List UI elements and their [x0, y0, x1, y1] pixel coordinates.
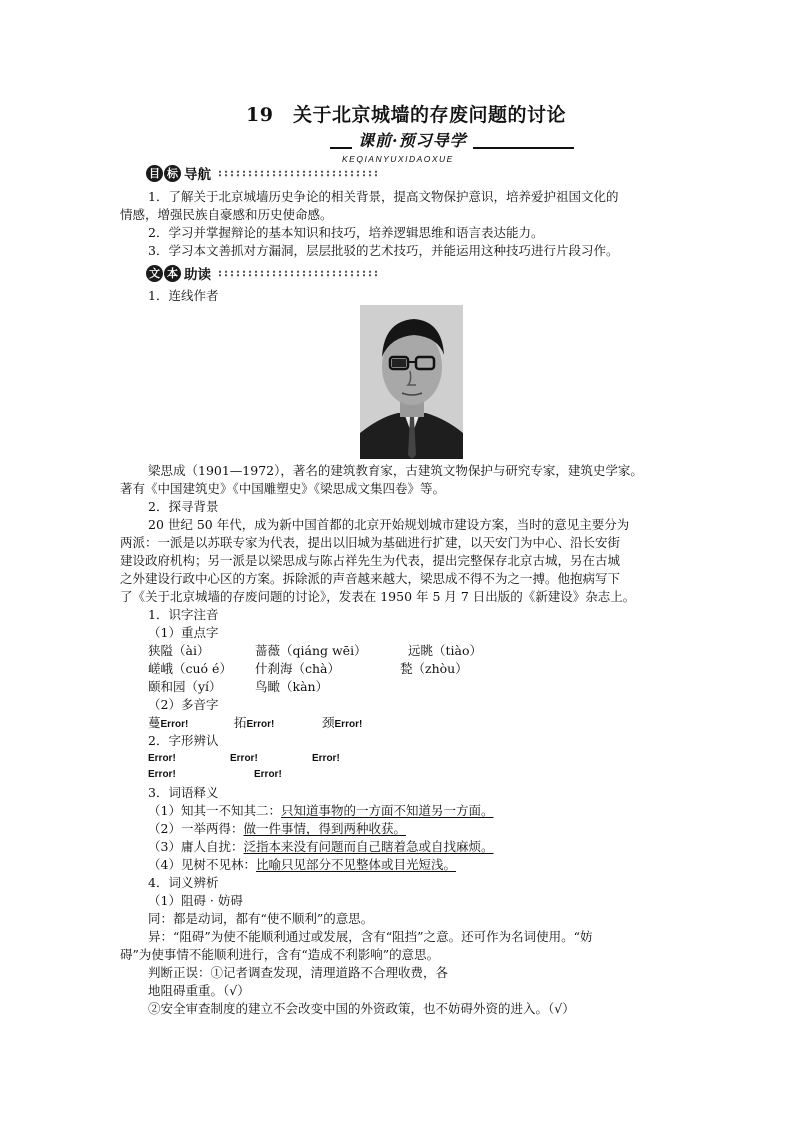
author-portrait-photo [360, 305, 463, 459]
judge-line-2: 地阻碍重重。（√） [148, 983, 250, 998]
reading-label: 助读 [184, 267, 211, 283]
same-meaning: 同：都是动词，都有“使不顺利”的意思。 [148, 911, 374, 926]
goal-line-3: 2．学习并掌握辩论的基本知识和技巧，培养逻辑思维和语言表达能力。 [148, 225, 544, 240]
meaning-definition: 只知道事物的一方面不知道另一方面。 [280, 803, 494, 818]
goals-badge-1: 目 [146, 165, 163, 182]
meaning-item [148, 802, 493, 820]
meaning-term: （4）见树不见林： [148, 857, 256, 872]
banner-pinyin: KEQIANYUXIDAOXUE [342, 154, 454, 164]
banner-label: 课前·预习导学 [352, 128, 473, 151]
error-field: Error! [148, 753, 176, 764]
reading-section-header [146, 263, 377, 283]
polyphone-char: 颈 [322, 715, 335, 730]
vocab-item: 狭隘（ài） [148, 643, 210, 658]
polyphone-heading: （2）多音字 [148, 697, 219, 712]
dotted-divider [217, 170, 377, 177]
dotted-divider [217, 270, 377, 277]
section-banner [330, 128, 574, 152]
vocab-item: 甃（zhòu） [400, 661, 468, 676]
portrait-icon [360, 305, 463, 459]
vocab-heading: 1．识字注音 [148, 607, 219, 622]
reading-badge-2: 本 [164, 265, 181, 282]
difference-line-2: 碍”为使事情不能顺利进行，含有“造成不利影响”的意思。 [120, 947, 440, 962]
author-bio-2: 著有《中国建筑史》《中国雕塑史》《梁思成文集四卷》等。 [120, 481, 446, 496]
polyphone-item [234, 714, 274, 734]
background-line-2: 两派：一派是以苏联专家为代表，提出以旧城为基础进行扩建，以天安门为中心、沿长安街 [120, 535, 621, 550]
background-line-5: 了《关于北京城墙的存废问题的讨论》，发表在 1950 年 5 月 7 日出版的《新建设》杂志上。 [120, 589, 636, 604]
polyphone-char: 蔓 [148, 715, 161, 730]
error-field: Error! [148, 769, 176, 780]
background-line-4: 之外建设行政中心区的方案。拆除派的声音越来越大，梁思成不得不为之一搏。他抱病写下 [120, 571, 621, 586]
background-line-1: 20 世纪 50 年代，成为新中国首都的北京开始规划城市建设方案，当时的意见主要分为 [148, 517, 630, 532]
vocab-item: 颐和园（yí） [148, 679, 222, 694]
background-heading: 2．探寻背景 [148, 499, 219, 514]
vocab-item: 什刹海（chà） [255, 661, 341, 676]
background-line-3: 建设政府机构；另一派是以梁思成与陈占祥先生为代表，提出完整保存北京古城，另在古城 [120, 553, 621, 568]
judge-line-3: ②安全审查制度的建立不会改变中国的外资政策，也不妨碍外资的进入。（√） [148, 1001, 575, 1016]
distinct-heading: 4．词义辨析 [148, 875, 219, 890]
polyphone-char: 拓 [234, 715, 247, 730]
error-field: Error! [160, 719, 189, 730]
error-field: Error! [246, 719, 275, 730]
polyphone-item [322, 714, 362, 734]
distinct-pair: （1）阻碍 · 妨碍 [148, 893, 243, 908]
meaning-item [148, 820, 406, 838]
meaning-definition: 泛指本来没有问题而自己瞎着急或自找麻烦。 [243, 839, 494, 854]
error-field: Error! [230, 753, 258, 764]
meaning-term: （1）知其一不知其二： [148, 803, 281, 818]
polyphone-item [148, 714, 188, 734]
meaning-term: （2）一举两得： [148, 821, 244, 836]
vocab-item: 嵯峨（cuó é） [148, 661, 232, 676]
vocab-item: 远眺（tiào） [408, 643, 482, 658]
error-field: Error! [334, 719, 363, 730]
error-field: Error! [254, 769, 282, 780]
meaning-definition: 比喻只见部分不见整体或目光短浅。 [255, 857, 456, 872]
vocab-item: 鸟瞰（kàn） [255, 679, 329, 694]
author-heading: 1．连线作者 [148, 288, 219, 303]
page-title: 19 关于北京城墙的存废问题的讨论 [246, 104, 566, 126]
judge-line-1: 判断正误：①记者调查发现，清理道路不合理收费，各 [148, 965, 449, 980]
key-chars-heading: （1）重点字 [148, 625, 219, 640]
goal-line-2: 情感，增强民族自豪感和历史使命感。 [120, 207, 333, 222]
error-field: Error! [312, 753, 340, 764]
meaning-term: （3）庸人自扰： [148, 839, 244, 854]
reading-badge-1: 文 [146, 265, 163, 282]
meaning-item [148, 838, 493, 856]
goal-line-4: 3．学习本文善抓对方漏洞，层层批驳的艺术技巧，并能运用这种技巧进行片段习作。 [148, 243, 619, 258]
meaning-item [148, 856, 456, 874]
difference-line-1: 异：“阻碍”为使不能顺利通过或发展，含有“阻挡”之意。还可作为名词使用。“妨 [148, 929, 593, 944]
goals-badge-2: 标 [164, 165, 181, 182]
meaning-heading: 3．词语释义 [148, 785, 219, 800]
goals-label: 导航 [184, 167, 211, 183]
author-bio-1: 梁思成（1901—1972），著名的建筑教育家，古建筑文物保护与研究专家，建筑史学家。 [148, 463, 643, 478]
meaning-definition: 做一件事情，得到两种收获。 [243, 821, 406, 836]
goal-line-1: 1．了解关于北京城墙历史争论的相关背景，提高文物保护意识，培养爱护祖国文化的 [148, 189, 619, 204]
shape-heading: 2．字形辨认 [148, 733, 219, 748]
goals-section-header [146, 163, 377, 183]
vocab-item: 蔷薇（qiáng wēi） [255, 643, 367, 658]
